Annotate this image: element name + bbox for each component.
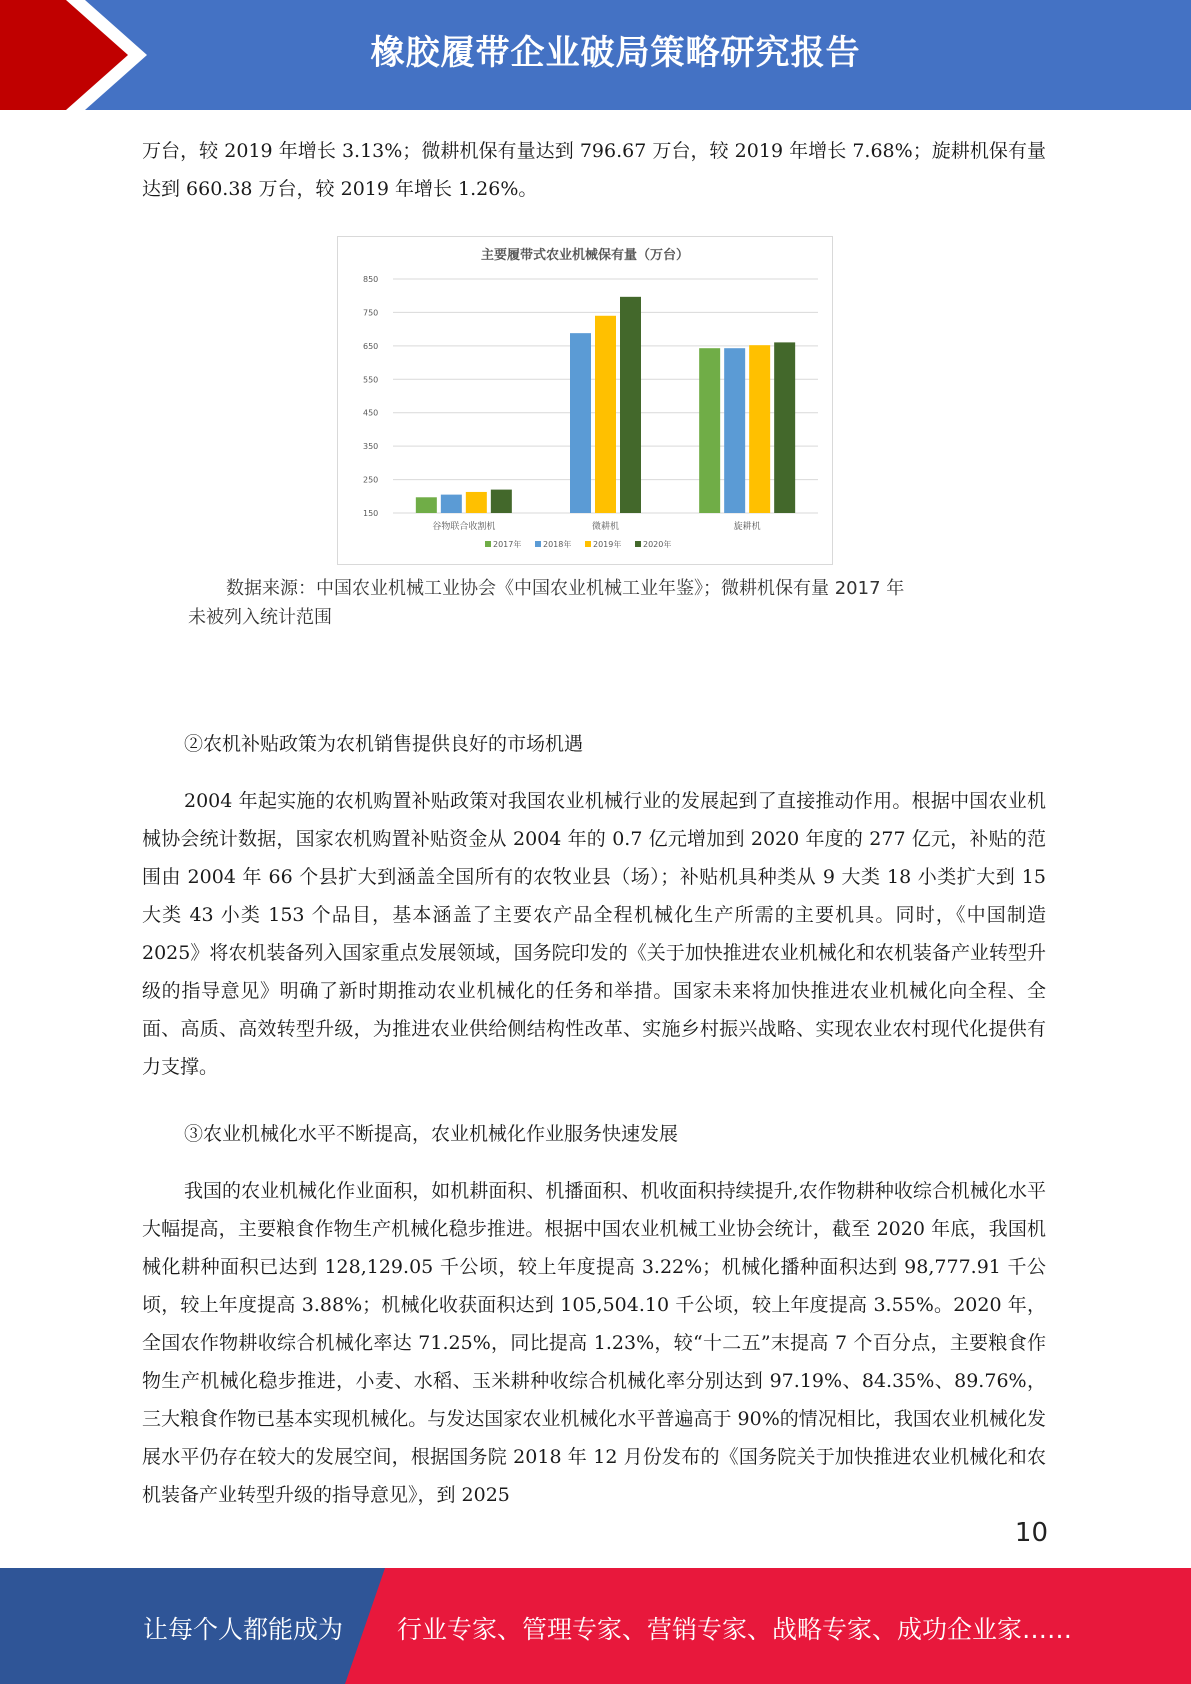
legend-entry: 2018年 <box>543 540 572 549</box>
section-3-body: 我国的农业机械化作业面积，如机耕面积、机播面积、机收面积持续提升,农作物耕种收综合机械化水平大幅提高，主要粮食作物生产机械化稳步推进。根据中国农业机械工业协会统计，截至 2020 年底，我国机械化耕种面积已达到 128,129.05 千公顷，较上年度提高 3.22%；机械化播种面积达到 98,777.91 千公顷，较上年度提高 3.88%；机械化收获面积达到 105,504.10 千公顷，较上年度提高 3.55%。2020 年，全国农作物耕收综合机械化率达 71.25%，同比提高 1.23%，较“十二五”末提高 7 个百分点，主要粮食作物生产机械化稳步推进，小麦、水稻、玉米耕种收综合机械化率分别达到 97.19%、84.35%、89.76%，三大粮食作物已基本实现机械化。与发达国家农业机械化水平普遍高于 90%的情况相比，我国农业机械化发展水平仍存在较大的发展空间，根据国务院 2018 年 12 月份发布的《国务院关于加快推进农业机械化和农机装备产业转型升级的指导意见》，到 2025 <box>142 1180 1046 1506</box>
legend-swatch <box>585 541 591 547</box>
legend-swatch <box>485 541 491 547</box>
intro-paragraph: 万台，较 2019 年增长 3.13%；微耕机保有量达到 796.67 万台，较 2019 年增长 7.68%；旋耕机保有量达到 660.38 万台，较 2019 年增长 1.26%。 <box>142 140 1046 200</box>
y-tick-label: 350 <box>363 442 379 452</box>
legend-entry: 2019年 <box>593 540 622 549</box>
bar <box>441 495 462 513</box>
bar-chart <box>337 236 833 565</box>
bar <box>620 297 641 513</box>
chart-caption <box>188 574 948 632</box>
bar <box>774 342 795 513</box>
footer-slogan-left: 让每个人都能成为 <box>143 1615 344 1644</box>
chart-title: 主要履带式农业机械保有量（万台） <box>480 248 690 263</box>
x-tick-label: 微耕机 <box>591 522 620 532</box>
bar <box>491 490 512 513</box>
legend-swatch <box>535 541 541 547</box>
intro-block <box>142 132 1046 208</box>
y-tick-label: 750 <box>363 308 379 318</box>
bar <box>595 316 616 513</box>
y-tick-label: 850 <box>363 275 379 284</box>
bar <box>466 492 487 513</box>
legend-entry: 2020年 <box>643 540 672 549</box>
section-3 <box>142 1115 1046 1514</box>
chart-canvas <box>338 237 832 564</box>
legend-swatch <box>635 541 641 547</box>
bar <box>724 348 745 513</box>
section-3-heading: ③农业机械化水平不断提高，农业机械化作业服务快速发展 <box>184 1123 679 1145</box>
page-header <box>0 0 1191 110</box>
y-tick-label: 650 <box>363 341 379 351</box>
section-2-body: 2004 年起实施的农机购置补贴政策对我国农业机械行业的发展起到了直接推动作用。根据中国农业机械协会统计数据，国家农机购置补贴资金从 2004 年的 0.7 亿元增加到 2020 年度的 277 亿元，补贴的范围由 2004 年 66 个县扩大到涵盖全国所有的农牧业县（场）；补贴机具种类从 9 大类 18 小类扩大到 15 大类 43 小类 153 个品目，基本涵盖了主要农产品全程机械化生产所需的主要机具。同时，《中国制造 2025》将农机装备列入国家重点发展领域，国务院印发的《关于加快推进农业机械化和农机装备产业转型升级的指导意见》明确了新时期推动农业机械化的任务和举措。国家未来将加快推进农业机械化向全程、全面、高质、高效转型升级，为推进农业供给侧结构性改革、实施乡村振兴战略、实现农业农村现代化提供有力支撑。 <box>142 790 1046 1078</box>
y-tick-label: 450 <box>363 408 379 418</box>
bar <box>570 333 591 513</box>
section-2-heading: ②农机补贴政策为农机销售提供良好的市场机遇 <box>184 733 584 755</box>
caption-line-1: 数据来源：中国农业机械工业协会《中国农业机械工业年鉴》；微耕机保有量 2017 年 <box>226 578 905 599</box>
bar <box>749 345 770 513</box>
page-number: 10 <box>1014 1518 1048 1548</box>
x-tick-label: 谷物联合收割机 <box>432 522 496 532</box>
bar <box>699 348 720 513</box>
bar <box>416 497 437 513</box>
x-tick-label: 旋耕机 <box>733 522 761 532</box>
y-tick-label: 250 <box>363 475 379 485</box>
y-tick-label: 550 <box>363 375 379 385</box>
caption-line-2: 未被列入统计范围 <box>188 607 332 628</box>
y-tick-label: 150 <box>363 509 379 518</box>
legend-entry: 2017年 <box>493 540 522 549</box>
section-2 <box>142 725 1046 1086</box>
footer-slogan-right: 行业专家、管理专家、营销专家、战略专家、成功企业家…… <box>397 1615 1073 1644</box>
page-title: 橡胶履带企业破局策略研究报告 <box>370 33 861 73</box>
